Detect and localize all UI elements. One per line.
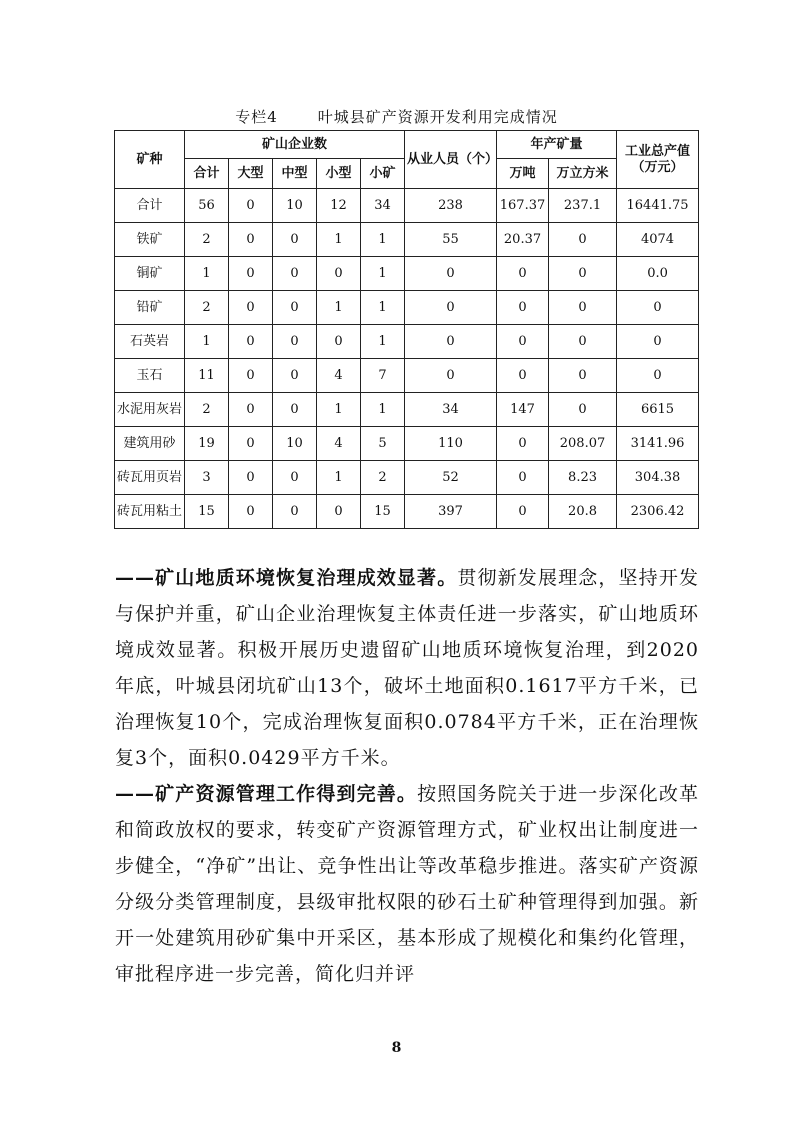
table-cell: 55 xyxy=(405,223,497,257)
table-cell: 0 xyxy=(229,189,273,223)
table-cell: 1 xyxy=(317,393,361,427)
table-cell: 3 xyxy=(185,461,229,495)
table-cell: 2306.42 xyxy=(617,495,699,529)
table-cell: 1 xyxy=(361,393,405,427)
header-small: 小型 xyxy=(317,159,361,189)
mineral-table xyxy=(114,130,699,529)
table-cell: 147 xyxy=(497,393,549,427)
table-cell: 0 xyxy=(405,325,497,359)
mineral-name-cell: 铁矿 xyxy=(115,223,185,257)
paragraph-lead: ——矿山地质环境恢复治理成效显著。 xyxy=(115,567,458,589)
header-employees: 从业人员（个） xyxy=(405,131,497,189)
table-cell: 1 xyxy=(361,325,405,359)
table-row xyxy=(115,461,699,495)
table-cell: 0 xyxy=(229,427,273,461)
table-cell: 52 xyxy=(405,461,497,495)
mineral-name-cell: 玉石 xyxy=(115,359,185,393)
table-cell: 0 xyxy=(497,257,549,291)
mineral-name-cell: 铅矿 xyxy=(115,291,185,325)
table-cell: 0 xyxy=(317,495,361,529)
table-row xyxy=(115,495,699,529)
header-unit-tons: 万吨 xyxy=(497,159,549,189)
table-cell: 3141.96 xyxy=(617,427,699,461)
table-cell: 1 xyxy=(361,291,405,325)
table-cell: 2 xyxy=(185,223,229,257)
table-row xyxy=(115,359,699,393)
table-cell: 4 xyxy=(317,427,361,461)
table-cell: 15 xyxy=(185,495,229,529)
table-cell: 2 xyxy=(185,393,229,427)
table-cell: 1 xyxy=(317,291,361,325)
mineral-name-cell: 建筑用砂 xyxy=(115,427,185,461)
table-cell: 11 xyxy=(185,359,229,393)
table-row xyxy=(115,223,699,257)
table-cell: 167.37 xyxy=(497,189,549,223)
table-cell: 0 xyxy=(273,223,317,257)
table-cell: 304.38 xyxy=(617,461,699,495)
table-cell: 0 xyxy=(229,495,273,529)
table-cell: 4 xyxy=(317,359,361,393)
header-gross-value: 工业总产值（万元） xyxy=(617,131,699,189)
table-cell: 237.1 xyxy=(549,189,617,223)
table-cell: 0 xyxy=(497,291,549,325)
table-cell: 0 xyxy=(405,291,497,325)
table-cell: 0 xyxy=(229,393,273,427)
table-cell: 0 xyxy=(549,393,617,427)
table-cell: 0 xyxy=(273,325,317,359)
table-row xyxy=(115,325,699,359)
table-cell: 0 xyxy=(273,257,317,291)
table-cell: 5 xyxy=(361,427,405,461)
table-cell: 0 xyxy=(317,257,361,291)
table-cell: 20.37 xyxy=(497,223,549,257)
table-cell: 19 xyxy=(185,427,229,461)
caption-title: 叶城县矿产资源开发利用完成情况 xyxy=(317,108,558,126)
table-cell: 0 xyxy=(497,359,549,393)
table-cell: 1 xyxy=(361,257,405,291)
table-cell: 34 xyxy=(405,393,497,427)
table-cell: 1 xyxy=(317,223,361,257)
table-cell: 10 xyxy=(273,189,317,223)
table-cell: 0 xyxy=(405,359,497,393)
table-cell: 0 xyxy=(497,325,549,359)
table-cell: 0 xyxy=(549,325,617,359)
table-cell: 0 xyxy=(273,359,317,393)
table-cell: 397 xyxy=(405,495,497,529)
table-cell: 1 xyxy=(361,223,405,257)
table-cell: 0 xyxy=(229,223,273,257)
table-cell: 0 xyxy=(617,325,699,359)
table-body xyxy=(115,189,699,529)
table-cell: 15 xyxy=(361,495,405,529)
table-cell: 208.07 xyxy=(549,427,617,461)
paragraph-restoration xyxy=(115,560,699,776)
table-cell: 0 xyxy=(405,257,497,291)
table-cell: 20.8 xyxy=(549,495,617,529)
table-cell: 0 xyxy=(229,461,273,495)
table-cell: 16441.75 xyxy=(617,189,699,223)
table-row xyxy=(115,257,699,291)
mineral-name-cell: 水泥用灰岩 xyxy=(115,393,185,427)
table-cell: 0 xyxy=(229,359,273,393)
header-total: 合计 xyxy=(185,159,229,189)
table-caption xyxy=(0,106,793,127)
table-cell: 2 xyxy=(361,461,405,495)
table-cell: 0 xyxy=(617,291,699,325)
table-cell: 0 xyxy=(273,461,317,495)
table-cell: 4074 xyxy=(617,223,699,257)
table-cell: 0 xyxy=(273,393,317,427)
table-cell: 1 xyxy=(185,257,229,291)
mineral-name-cell: 砖瓦用粘土 xyxy=(115,495,185,529)
table-cell: 8.23 xyxy=(549,461,617,495)
page-number: 8 xyxy=(391,1040,402,1056)
header-unit-cubic: 万立方米 xyxy=(549,159,617,189)
table-cell: 0 xyxy=(497,495,549,529)
table-cell: 0 xyxy=(549,223,617,257)
table-cell: 0 xyxy=(317,325,361,359)
header-annual-output: 年产矿量 xyxy=(497,131,617,159)
table-cell: 110 xyxy=(405,427,497,461)
caption-number: 专栏4 xyxy=(235,108,278,126)
header-large: 大型 xyxy=(229,159,273,189)
table-cell: 7 xyxy=(361,359,405,393)
table-cell: 0 xyxy=(549,257,617,291)
header-mini: 小矿 xyxy=(361,159,405,189)
table-cell: 6615 xyxy=(617,393,699,427)
table-cell: 0 xyxy=(229,291,273,325)
paragraph-lead: ——矿产资源管理工作得到完善。 xyxy=(115,783,418,805)
table-cell: 0 xyxy=(273,291,317,325)
table-cell: 12 xyxy=(317,189,361,223)
header-medium: 中型 xyxy=(273,159,317,189)
mineral-name-cell: 铜矿 xyxy=(115,257,185,291)
table-row xyxy=(115,291,699,325)
table-cell: 0 xyxy=(549,359,617,393)
table-cell: 0 xyxy=(549,291,617,325)
table-cell: 2 xyxy=(185,291,229,325)
table-cell: 34 xyxy=(361,189,405,223)
header-enterprises: 矿山企业数 xyxy=(185,131,405,159)
table-cell: 0 xyxy=(229,325,273,359)
mineral-name-cell: 砖瓦用页岩 xyxy=(115,461,185,495)
table-cell: 0 xyxy=(497,427,549,461)
table-row xyxy=(115,393,699,427)
table-cell: 0.0 xyxy=(617,257,699,291)
table-cell: 0 xyxy=(497,461,549,495)
table-cell: 238 xyxy=(405,189,497,223)
paragraph-management xyxy=(115,776,699,992)
table-cell: 56 xyxy=(185,189,229,223)
paragraph-text: 按照国务院关于进一步深化改革和简政放权的要求，转变矿产资源管理方式，矿业权出让制度进一步健全，“净矿”出让、竞争性出让等改革稳步推进。落实矿产资源分级分类管理制度，县级审批权限的砂石土矿种管理得到加强。新开一处建筑用砂矿集中开采区，基本形成了规模化和集约化管理，审批程序进一步完善，简化归并评 xyxy=(115,783,699,985)
table-cell: 0 xyxy=(273,495,317,529)
paragraph-text: 贯彻新发展理念，坚持开发与保护并重，矿山企业治理恢复主体责任进一步落实，矿山地质环境成效显著。积极开展历史遗留矿山地质环境恢复治理，到2020年底，叶城县闭坑矿山13个，破坏土地面积0.1617平方千米，已治理恢复10个，完成治理恢复面积0.0784平方千米，正在治理恢复3个，面积0.0429平方千米。 xyxy=(115,567,699,769)
table-cell: 10 xyxy=(273,427,317,461)
table-row xyxy=(115,189,699,223)
table-cell: 0 xyxy=(617,359,699,393)
table-cell: 1 xyxy=(185,325,229,359)
table-cell: 1 xyxy=(317,461,361,495)
table-row xyxy=(115,427,699,461)
table-cell: 0 xyxy=(229,257,273,291)
header-mineral: 矿种 xyxy=(115,131,185,189)
mineral-name-cell: 合计 xyxy=(115,189,185,223)
mineral-name-cell: 石英岩 xyxy=(115,325,185,359)
